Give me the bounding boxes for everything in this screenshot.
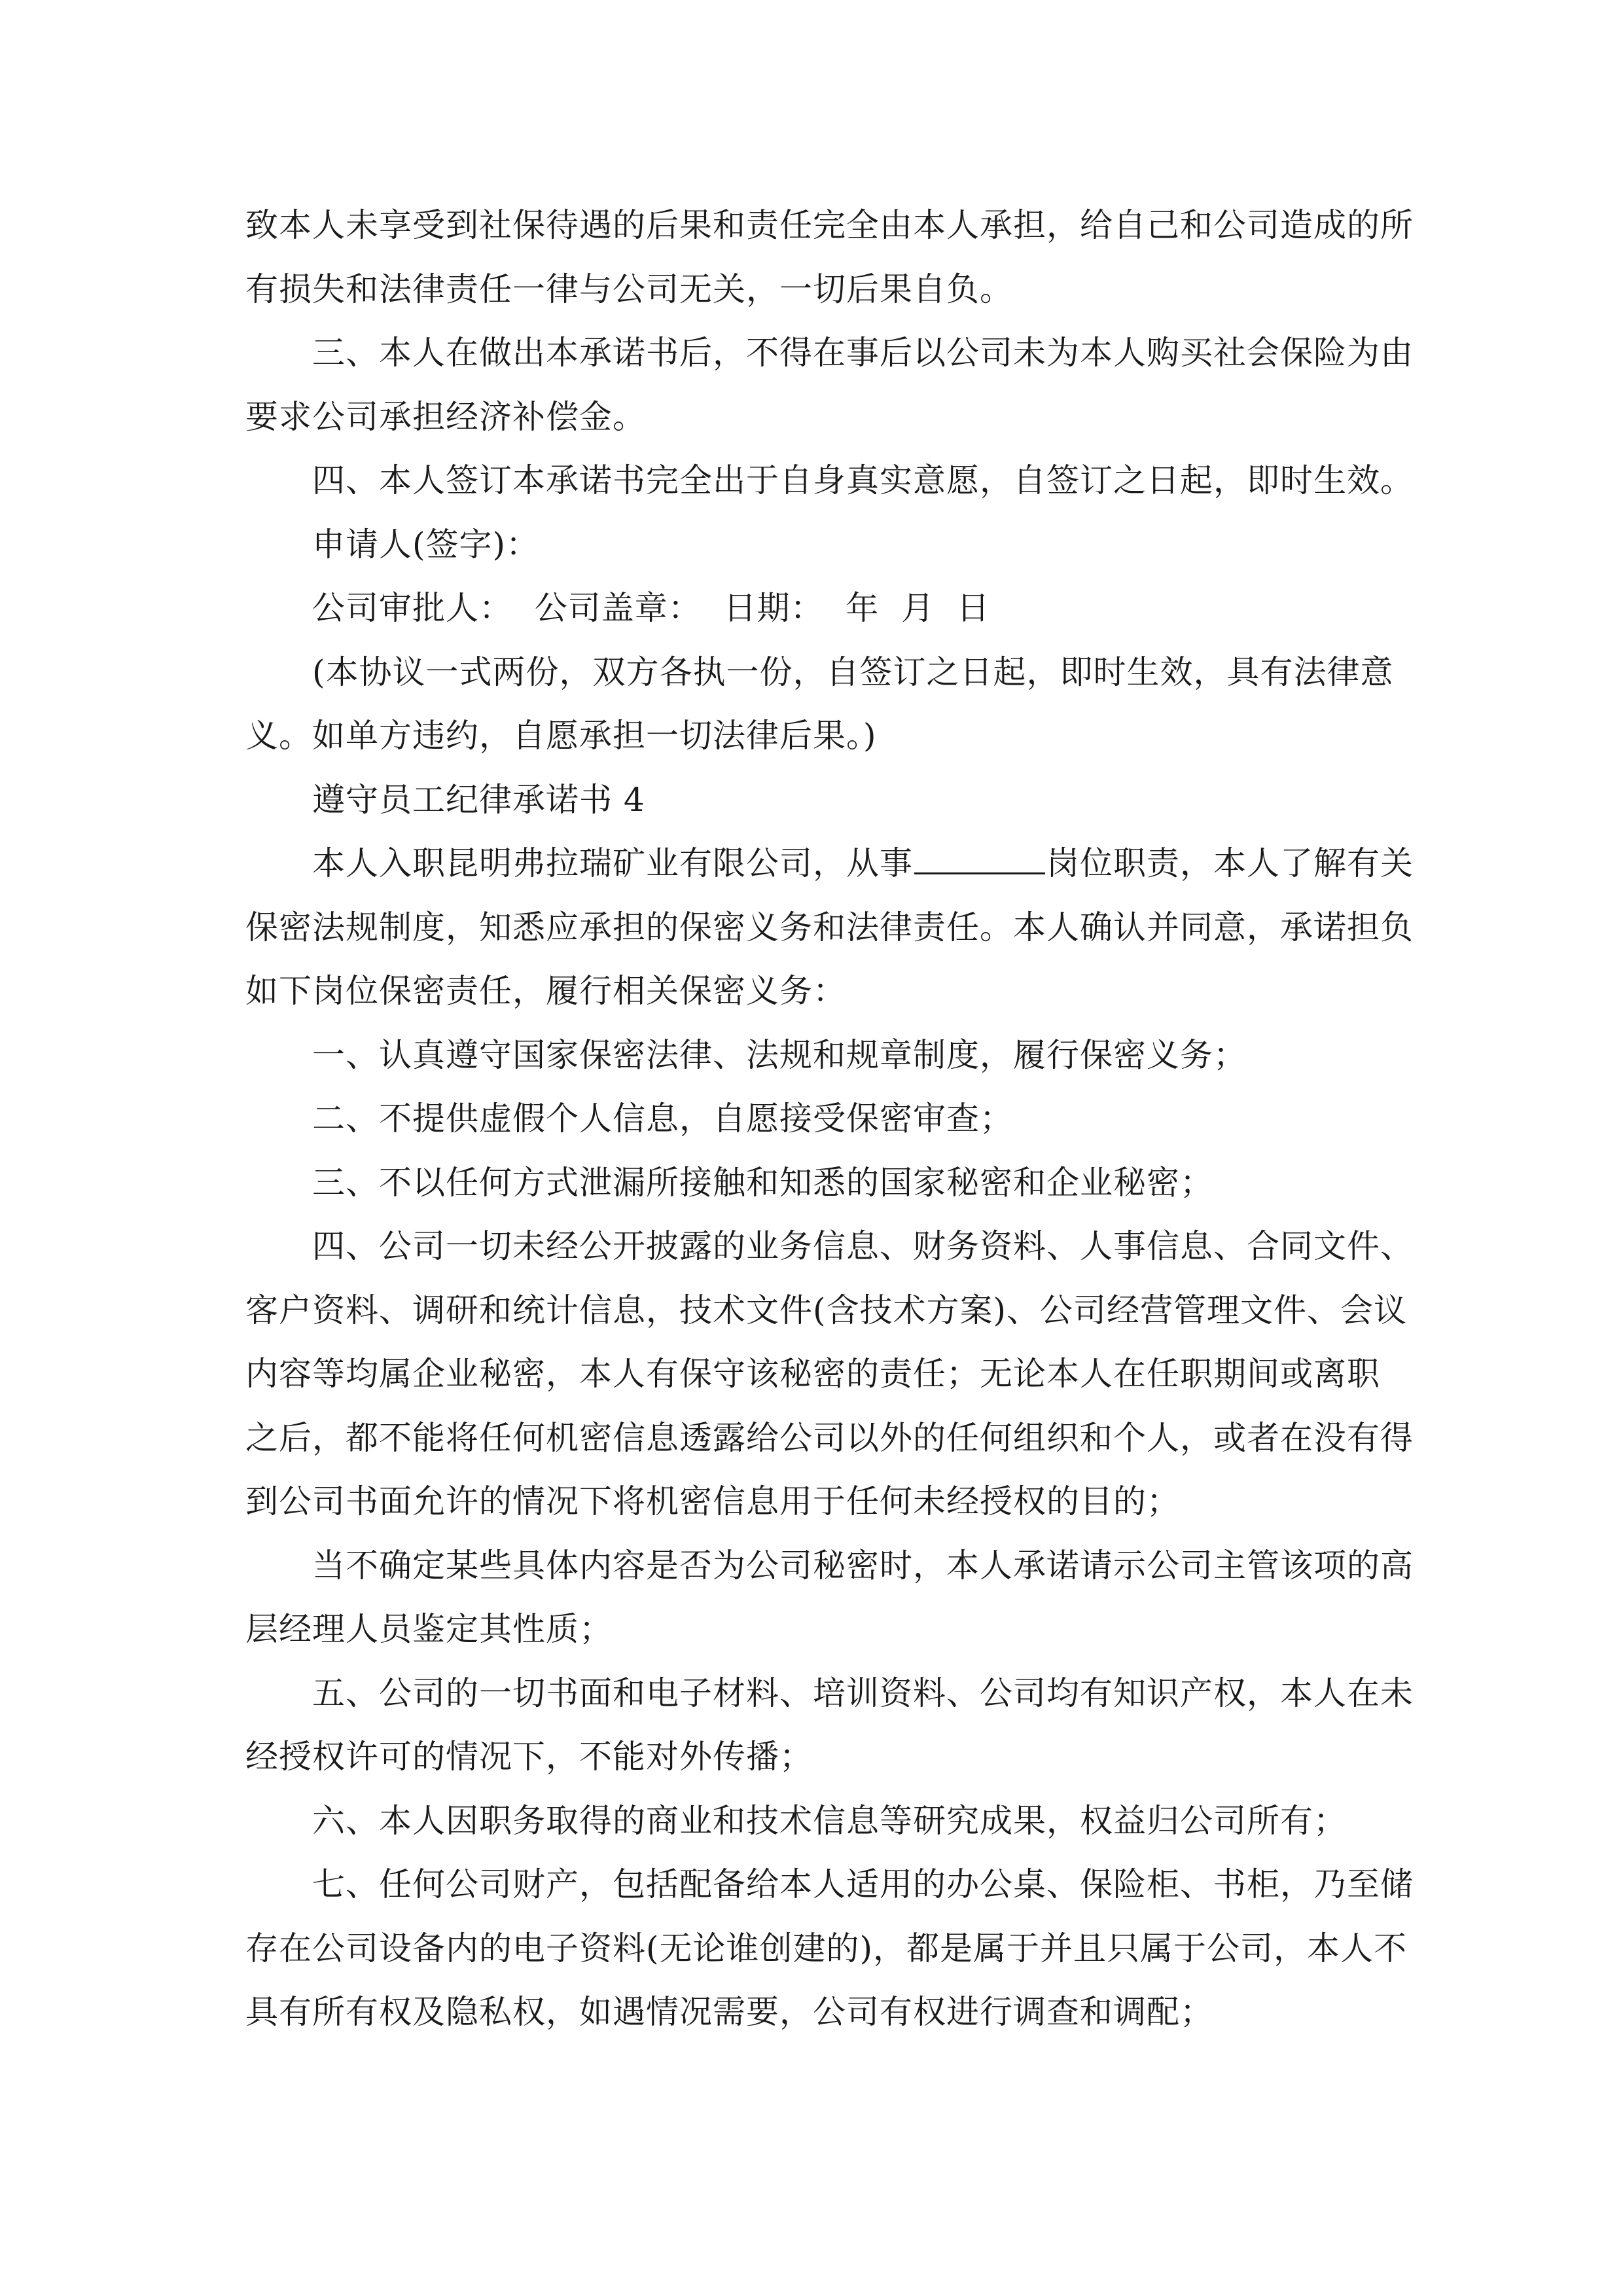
text-line: 存在公司设备内的电子资料(无论谁创建的)，都是属于并且只属于公司，本人不	[245, 1929, 1408, 1967]
clause-four: 四、本人签订本承诺书完全出于自身真实意愿，自签订之日起，即时生效。	[312, 461, 1414, 499]
intro-line	[245, 832, 1414, 896]
text-line: 之后，都不能将任何机密信息透露给公司以外的任何组织和个人，或者在没有得	[245, 1418, 1414, 1457]
text-line: 经授权许可的情况下，不能对外传播；	[245, 1738, 813, 1776]
text-line: 义。如单方违约，自愿承担一切法律后果。)	[245, 717, 877, 755]
intro-after-blank: 岗位职责，本人了解有关	[1046, 844, 1414, 882]
text-line: 要求公司承担经济补偿金。	[245, 397, 646, 436]
intro-before-blank: 本人入职昆明弗拉瑞矿业有限公司，从事	[312, 844, 913, 882]
clause-three: 三、本人在做出本承诺书后，不得在事后以公司未为本人购买社会保险为由	[312, 334, 1414, 372]
text-line: 有损失和法律责任一律与公司无关，一切后果自负。	[245, 270, 1013, 308]
confidentiality-clause-3: 三、不以任何方式泄漏所接触和知悉的国家秘密和企业秘密；	[312, 1163, 1213, 1202]
text-line: 客户资料、调研和统计信息，技术文件(含技术方案)、公司经营管理文件、会议	[245, 1291, 1408, 1329]
text-line: 到公司书面允许的情况下将机密信息用于任何未经授权的目的；	[245, 1482, 1180, 1520]
agreement-note: (本协议一式两份，双方各执一份，自签订之日起，即时生效，具有法律意	[312, 653, 1394, 691]
text-line: 如下岗位保密责任，履行相关保密义务：	[245, 972, 846, 1010]
confidentiality-clause-5: 五、公司的一切书面和电子材料、培训资料、公司均有知识产权，本人在未	[312, 1674, 1414, 1712]
confidentiality-clause-7: 七、任何公司财产，包括配备给本人适用的办公桌、保险柜、书柜，乃至储	[312, 1865, 1414, 1903]
document-body	[245, 194, 1414, 2045]
text-line: 保密法规制度，知悉应承担的保密义务和法律责任。本人确认并同意，承诺担负	[245, 908, 1414, 946]
confidentiality-clause-6: 六、本人因职务取得的商业和技术信息等研究成果，权益归公司所有；	[312, 1801, 1347, 1840]
text-line: 层经理人员鉴定其性质；	[245, 1610, 613, 1648]
confidentiality-clause-4: 四、公司一切未经公开披露的业务信息、财务资料、人事信息、合同文件、	[312, 1227, 1414, 1265]
text-line: 致本人未享受到社保待遇的后果和责任完全由本人承担，给自己和公司造成的所	[245, 206, 1414, 244]
position-blank	[914, 846, 1045, 874]
uncertainty-clause: 当不确定某些具体内容是否为公司秘密时，本人承诺请示公司主管该项的高	[312, 1546, 1414, 1585]
confidentiality-clause-2: 二、不提供虚假个人信息，自愿接受保密审查；	[312, 1100, 1013, 1138]
approval-stamp-date-line: 公司审批人： 公司盖章： 日期： 年 月 日	[312, 589, 990, 627]
text-line: 具有所有权及隐私权，如遇情况需要，公司有权进行调查和调配；	[245, 1993, 1213, 2031]
applicant-signature-label: 申请人(签字)：	[312, 525, 540, 564]
section-title: 遵守员工纪律承诺书 4	[312, 780, 645, 819]
text-line: 内容等均属企业秘密，本人有保守该秘密的责任；无论本人在任职期间或离职	[245, 1355, 1380, 1393]
confidentiality-clause-1: 一、认真遵守国家保密法律、法规和规章制度，履行保密义务；	[312, 1035, 1247, 1074]
